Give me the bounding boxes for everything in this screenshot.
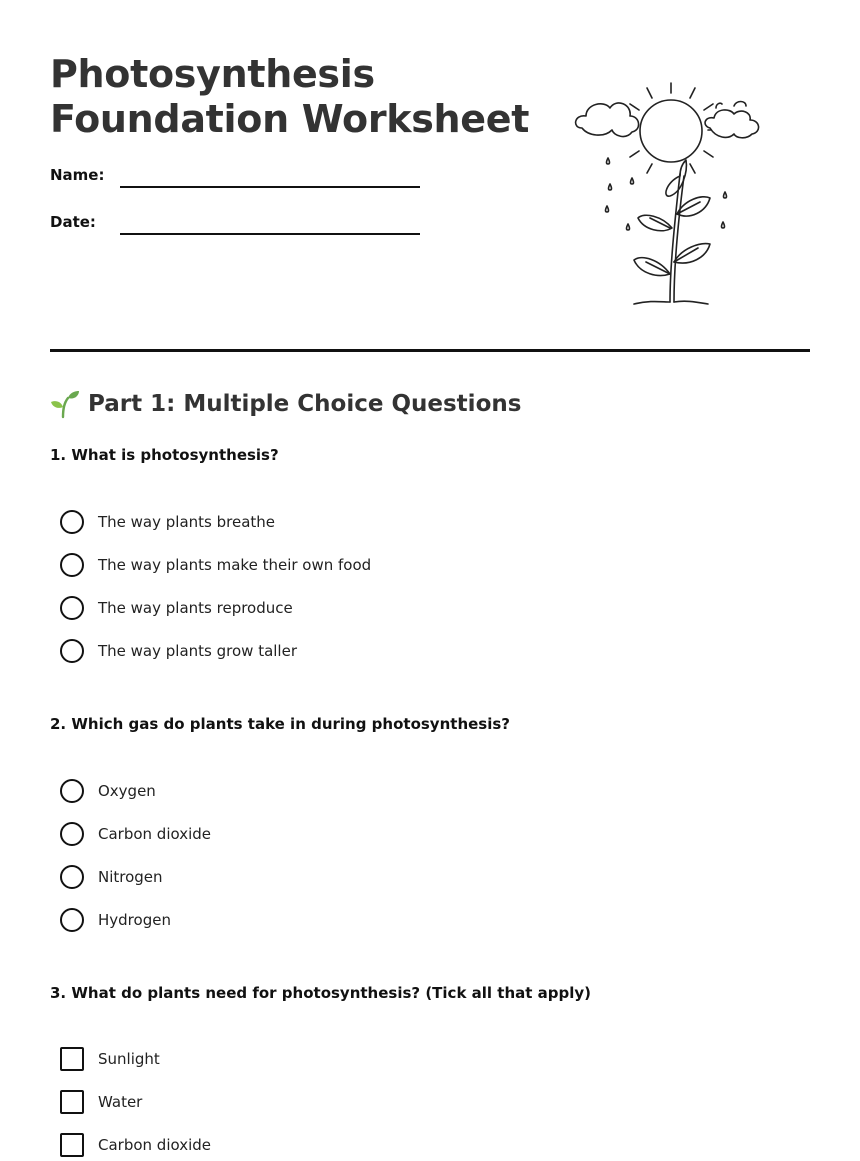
radio-button[interactable] (60, 553, 84, 577)
option-label: The way plants breathe (98, 513, 276, 531)
radio-button[interactable] (60, 639, 84, 663)
name-field[interactable] (120, 186, 420, 188)
title-line-2: Foundation Worksheet (50, 97, 530, 141)
radio-button[interactable] (60, 822, 84, 846)
date-label: Date: (50, 213, 96, 231)
q1-option-1[interactable] (60, 509, 275, 535)
section-divider (50, 349, 810, 352)
q3-option-1[interactable] (60, 1046, 160, 1072)
checkbox[interactable] (60, 1133, 84, 1157)
q1-option-2[interactable] (60, 552, 371, 578)
sun-and-plant-illustration (570, 78, 770, 310)
option-label: Hydrogen (98, 911, 171, 929)
checkbox[interactable] (60, 1090, 84, 1114)
section-title: Part 1: Multiple Choice Questions (88, 391, 522, 417)
option-label: The way plants grow taller (98, 642, 297, 660)
option-label: The way plants reproduce (98, 599, 293, 617)
q2-option-1[interactable] (60, 778, 156, 804)
date-field[interactable] (120, 233, 420, 235)
q1-option-3[interactable] (60, 595, 293, 621)
q1-option-4[interactable] (60, 638, 297, 664)
part1-header (50, 389, 521, 419)
title-line-1: Photosynthesis (50, 52, 375, 96)
worksheet-title (50, 52, 529, 142)
q2-option-2[interactable] (60, 821, 211, 847)
radio-button[interactable] (60, 596, 84, 620)
option-label: Sunlight (98, 1050, 160, 1068)
radio-button[interactable] (60, 779, 84, 803)
option-label: Water (98, 1093, 143, 1111)
q3-option-2[interactable] (60, 1089, 142, 1115)
radio-button[interactable] (60, 908, 84, 932)
seedling-icon (50, 389, 80, 419)
question-1: 1. What is photosynthesis? (50, 446, 279, 464)
option-label: The way plants make their own food (98, 556, 372, 574)
option-label: Nitrogen (98, 868, 163, 886)
q2-option-3[interactable] (60, 864, 163, 890)
question-3: 3. What do plants need for photosynthesis? (Tick all that apply) (50, 984, 592, 1002)
question-2: 2. Which gas do plants take in during photosynthesis? (50, 715, 510, 733)
q3-option-3[interactable] (60, 1132, 211, 1158)
option-label: Carbon dioxide (98, 1136, 212, 1154)
radio-button[interactable] (60, 865, 84, 889)
option-label: Carbon dioxide (98, 825, 212, 843)
checkbox[interactable] (60, 1047, 84, 1071)
name-label: Name: (50, 166, 105, 184)
q2-option-4[interactable] (60, 907, 171, 933)
option-label: Oxygen (98, 782, 156, 800)
radio-button[interactable] (60, 510, 84, 534)
